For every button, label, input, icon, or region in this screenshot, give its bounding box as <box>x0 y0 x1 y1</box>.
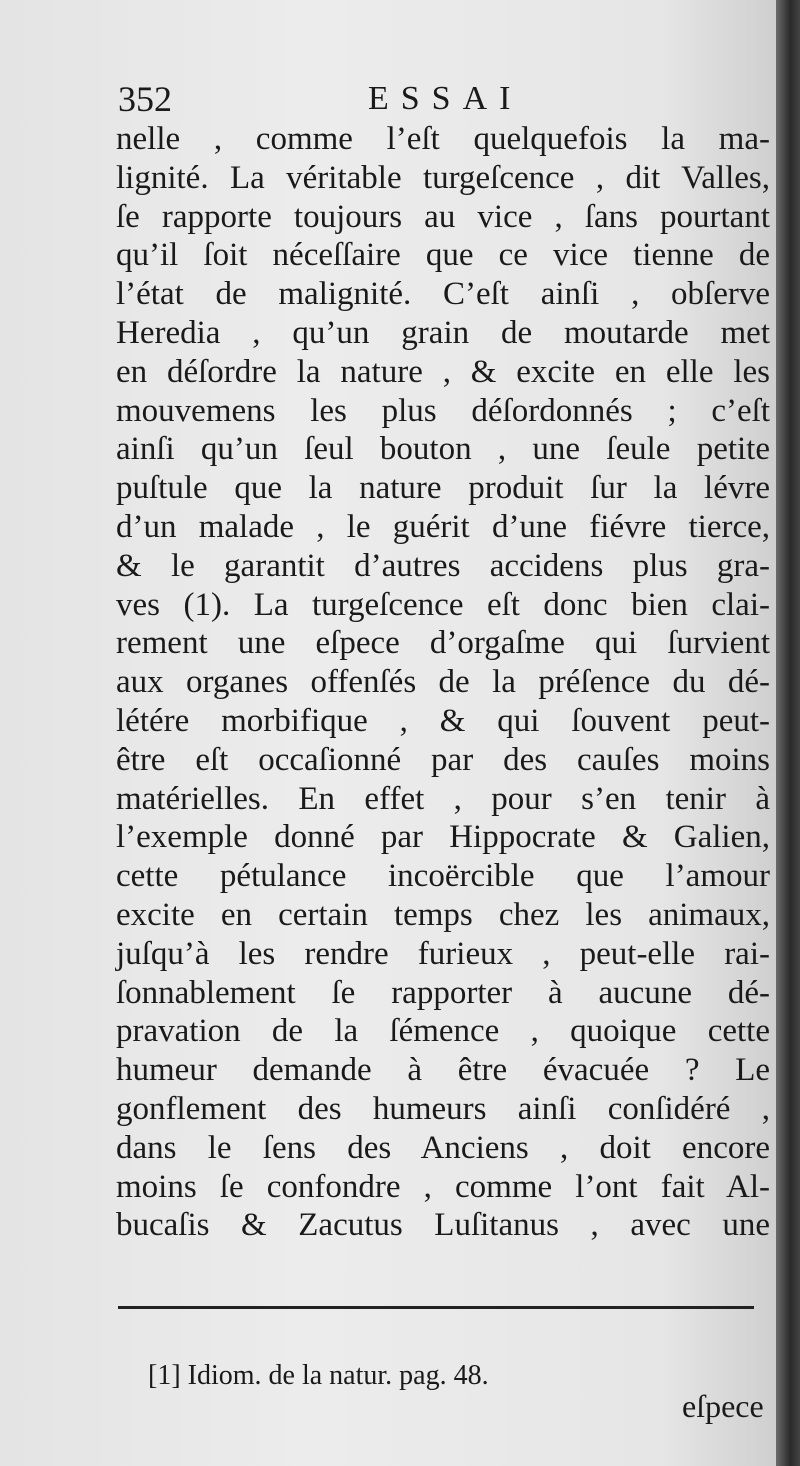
catchword: eſpece <box>682 1388 764 1424</box>
text-line: rement une eſpece d’orgaſme qui ſurvient <box>116 625 770 662</box>
text-line: l’exemple donné par Hippocrate & Galien, <box>116 819 770 856</box>
text-line: pravation de la ſémence , quoique cette <box>116 1013 770 1050</box>
text-line: être eſt occaſionné par des cauſes moins <box>116 741 770 778</box>
text-line: d’un malade , le guérit d’une fiévre tierce, <box>116 508 770 545</box>
running-title: ESSAI <box>368 80 523 117</box>
text-line: ainſi qu’un ſeul bouton , une ſeule petite <box>116 431 770 468</box>
text-line: & le garantit d’autres accidens plus gra- <box>116 547 770 584</box>
text-line: dans le ſens des Anciens , doit encore <box>116 1129 770 1166</box>
text-line: létére morbifique , & qui ſouvent peut- <box>116 702 770 739</box>
text-line: excite en certain temps chez les animaux, <box>116 896 770 933</box>
text-line: l’état de malignité. C’eſt ainſi , obſerve <box>116 276 770 313</box>
page-header <box>118 74 768 124</box>
page-number: 352 <box>118 79 172 119</box>
text-line: juſqu’à les rendre furieux , peut-elle rai- <box>116 935 770 972</box>
text-line: gonflement des humeurs ainſi conſidéré , <box>116 1090 770 1127</box>
text-line: nelle , comme l’eſt quelquefois la ma- <box>116 121 770 157</box>
text-line: aux organes offenſés de la préſence du dé- <box>116 664 770 701</box>
text-line: Heredia , qu’un grain de moutarde met <box>116 314 770 351</box>
book-spine-edge <box>776 0 800 1466</box>
text-line: qu’il ſoit néceſſaire que ce vice tienne de <box>116 237 770 274</box>
footnote: [1] Idiom. de la natur. pag. 48. <box>148 1360 489 1391</box>
text-line: ſonnablement ſe rapporter à aucune dé- <box>116 974 770 1011</box>
body-text <box>116 120 770 1245</box>
text-line: matérielles. En effet , pour s’en tenir à <box>116 780 770 817</box>
footnote-rule <box>118 1306 754 1309</box>
text-line: cette pétulance incoërcible que l’amour <box>116 858 770 895</box>
text-line: humeur demande à être évacuée ? Le <box>116 1052 770 1089</box>
text-line: mouvemens les plus déſordonnés ; c’eſt <box>116 392 770 429</box>
text-line: en déſordre la nature , & excite en elle les <box>116 353 770 390</box>
text-line: ves (1). La turgeſcence eſt donc bien clai- <box>116 586 770 623</box>
text-line: lignité. La véritable turgeſcence , dit Valles, <box>116 159 770 196</box>
text-line: ſe rapporte toujours au vice , ſans pourtant <box>116 198 770 235</box>
text-line: puſtule que la nature produit ſur la lévre <box>116 470 770 507</box>
text-line: bucaſis & Zacutus Luſitanus , avec une <box>116 1207 770 1244</box>
text-line: moins ſe confondre , comme l’ont fait Al- <box>116 1168 770 1205</box>
